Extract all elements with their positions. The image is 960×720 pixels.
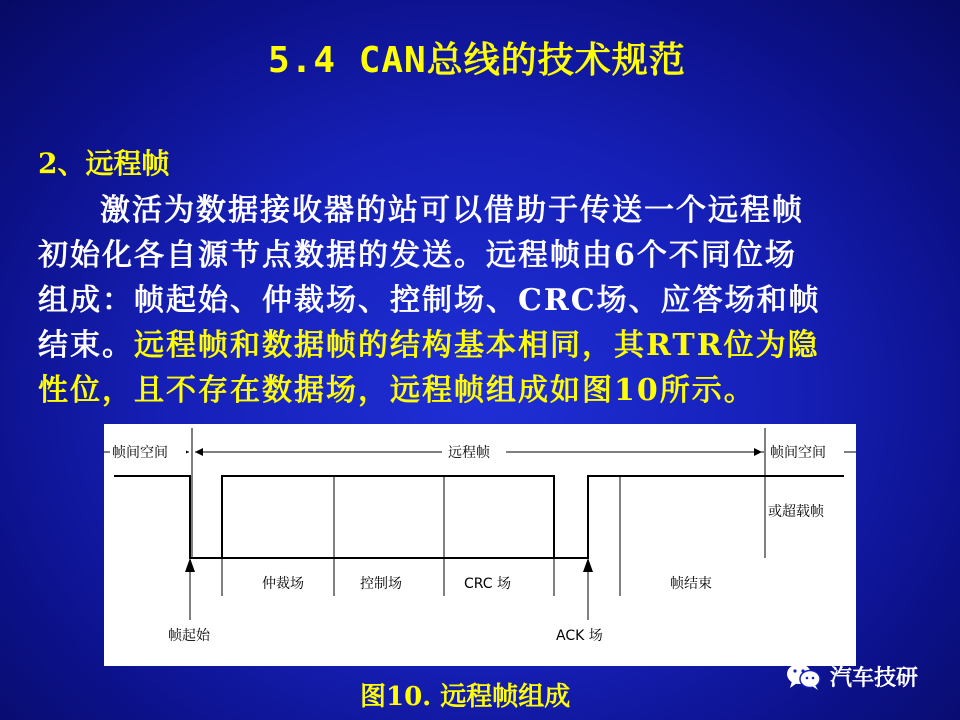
remote-frame-label: 远程帧 (448, 445, 490, 461)
ack-field-label: ACK 场 (556, 628, 603, 644)
slide-title: 5.4 CAN总线的技术规范 (268, 40, 686, 81)
body-line-2 (38, 233, 926, 278)
section-heading: 2、远程帧 (38, 147, 170, 180)
start-of-frame-pointer-arrowhead (185, 558, 195, 572)
watermark (784, 658, 918, 694)
interframe-left-label: 帧间空间 (112, 445, 168, 461)
remote-frame-diagram (104, 424, 856, 666)
bus-waveform-main (114, 476, 844, 558)
end-of-frame-label: 帧结束 (670, 576, 712, 592)
wechat-icon (784, 661, 824, 691)
remote-frame-left-arrowhead (195, 448, 203, 456)
arbitration-field-label: 仲裁场 (262, 576, 304, 592)
bus-waveform-fields (222, 476, 554, 558)
body-line-1-white: 激活为数据接收器的站可以借助于传送一个远程帧 (100, 193, 804, 228)
ack-pointer-arrowhead (583, 558, 593, 572)
body-line-5-highlight: 性位，且不存在数据场，远程帧组成如图10所示。 (38, 373, 756, 408)
body-line-4 (38, 323, 926, 368)
control-field-label: 控制场 (360, 576, 402, 592)
body-line-4-highlight: 远程帧和数据帧的结构基本相同，其RTR位为隐 (134, 328, 820, 363)
interframe-right-label: 帧间空间 (770, 445, 826, 461)
body-line-3 (38, 278, 926, 323)
watermark-text: 汽车技研 (830, 665, 919, 691)
body-line-1 (38, 188, 926, 233)
figure-caption: 图10. 远程帧组成 (360, 682, 571, 712)
start-of-frame-label: 帧起始 (168, 628, 210, 644)
remote-frame-timing-svg (104, 424, 856, 666)
body-line-5 (38, 368, 926, 413)
body-paragraph (38, 188, 926, 413)
remote-frame-right-arrowhead (754, 448, 762, 456)
crc-field-label: CRC 场 (464, 576, 512, 592)
or-overload-label: 或超载帧 (768, 504, 824, 520)
body-line-3-white: 组成：帧起始、仲裁场、控制场、CRC场、应答场和帧 (38, 283, 821, 318)
body-line-2-white: 初始化各自源节点数据的发送。远程帧由6个不同位场 (38, 238, 797, 273)
body-line-4-white: 结束。 (38, 328, 134, 363)
